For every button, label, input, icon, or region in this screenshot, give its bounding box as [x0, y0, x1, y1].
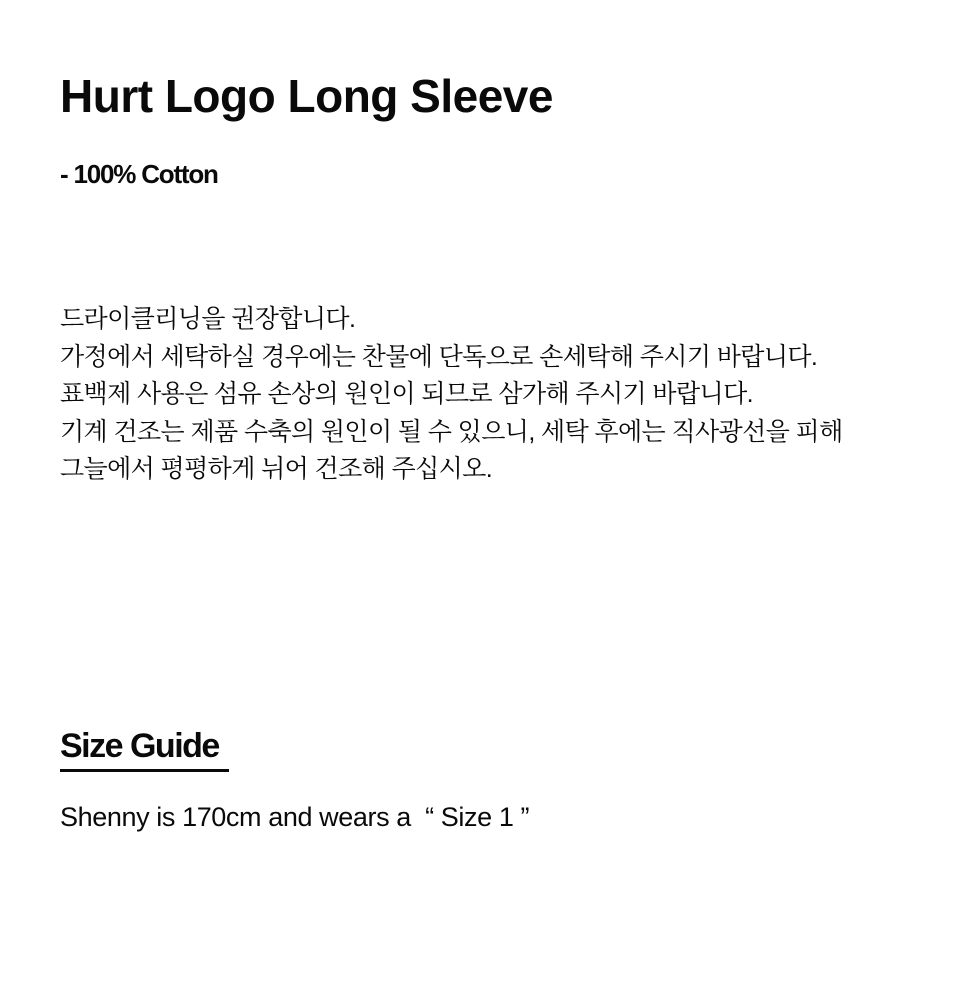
size-guide-heading: Size Guide	[60, 729, 229, 772]
care-instructions	[60, 301, 920, 489]
model-size-info: Shenny is 170cm and wears a “ Size 1 ”	[60, 801, 530, 832]
care-line: 표백제 사용은 섬유 손상의 원인이 되므로 삼가해 주시기 바랍니다.	[60, 380, 753, 408]
care-line: 가정에서 세탁하실 경우에는 찬물에 단독으로 손세탁해 주시기 바랍니다.	[60, 342, 818, 371]
care-line: 드라이클리닝을 권장합니다.	[60, 305, 356, 333]
material-note: - 100% Cotton	[60, 159, 218, 189]
product-description-page	[0, 70, 960, 1000]
size-guide-section	[60, 726, 920, 772]
product-title: Hurt Logo Long Sleeve	[60, 70, 553, 122]
care-line: 그늘에서 평평하게 뉘어 건조해 주십시오.	[60, 455, 493, 483]
care-line: 기계 건조는 제품 수축의 원인이 될 수 있으니, 세탁 후에는 직사광선을 피해	[60, 417, 843, 446]
